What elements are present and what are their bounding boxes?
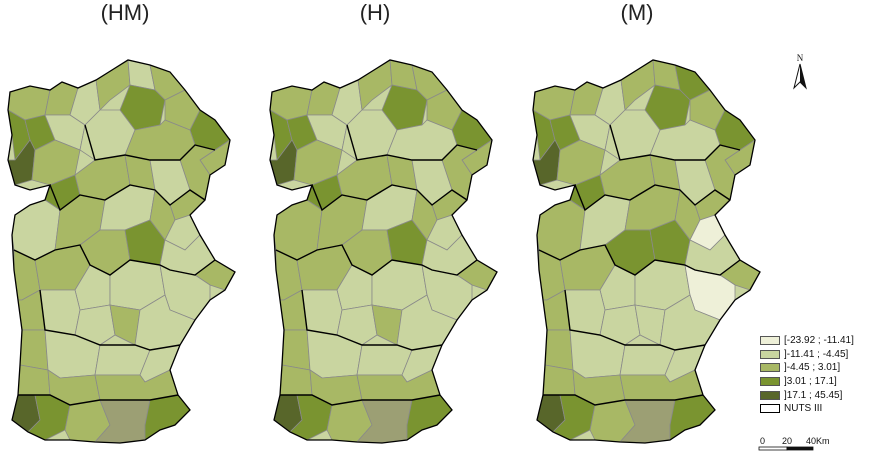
map-panel-1: [8, 60, 235, 443]
municipality-region: [20, 330, 48, 370]
legend-swatch-5: [760, 391, 780, 400]
municipality-region: [280, 365, 312, 395]
legend-swatch-1: [760, 336, 780, 345]
scale-bar-graphic: [758, 436, 828, 456]
panel-title-hm: (HM): [100, 0, 150, 25]
scale-label-40: 40: [806, 436, 817, 446]
legend-row-2: [760, 348, 854, 362]
scale-unit: Km: [816, 436, 830, 446]
legend-label-2: ]-11.41 ; -4.45]: [784, 348, 849, 360]
municipality-region: [545, 330, 573, 370]
legend-swatch-4: [760, 377, 780, 386]
north-label: N: [796, 53, 804, 63]
map-panel-3: [533, 60, 760, 443]
municipality-region: [543, 365, 575, 395]
legend-label-5: ]17.1 ; 45.45]: [784, 389, 843, 401]
legend-label-1: [-23.92 ; -11.41]: [784, 335, 854, 347]
panel-title-h: (H): [359, 0, 391, 25]
panel-title-m: (M): [620, 0, 654, 25]
legend-swatch-3: [760, 363, 780, 372]
legend-row-3: [760, 361, 854, 375]
legend-swatch-nuts: [760, 404, 780, 413]
legend-label-nuts: NUTS III: [784, 403, 823, 415]
legend-row-nuts: [760, 402, 854, 416]
scale-label-20: 20: [782, 436, 793, 446]
map-legend: [760, 334, 854, 416]
municipality-region: [565, 290, 605, 335]
municipality-region: [40, 290, 80, 335]
legend-row-5: [760, 388, 854, 402]
municipality-region: [18, 365, 50, 395]
scale-label-0: 0: [760, 436, 766, 446]
legend-label-4: ]3.01 ; 17.1]: [784, 376, 837, 388]
north-arrow-icon: [790, 52, 810, 92]
map-panel-2: [270, 60, 497, 443]
scale-bar: [758, 436, 828, 458]
municipality-region: [282, 330, 310, 370]
legend-swatch-2: [760, 350, 780, 359]
legend-row-4: [760, 375, 854, 389]
legend-row-1: [760, 334, 854, 348]
municipality-region: [302, 290, 342, 335]
legend-label-3: ]-4.45 ; 3.01]: [784, 362, 841, 374]
